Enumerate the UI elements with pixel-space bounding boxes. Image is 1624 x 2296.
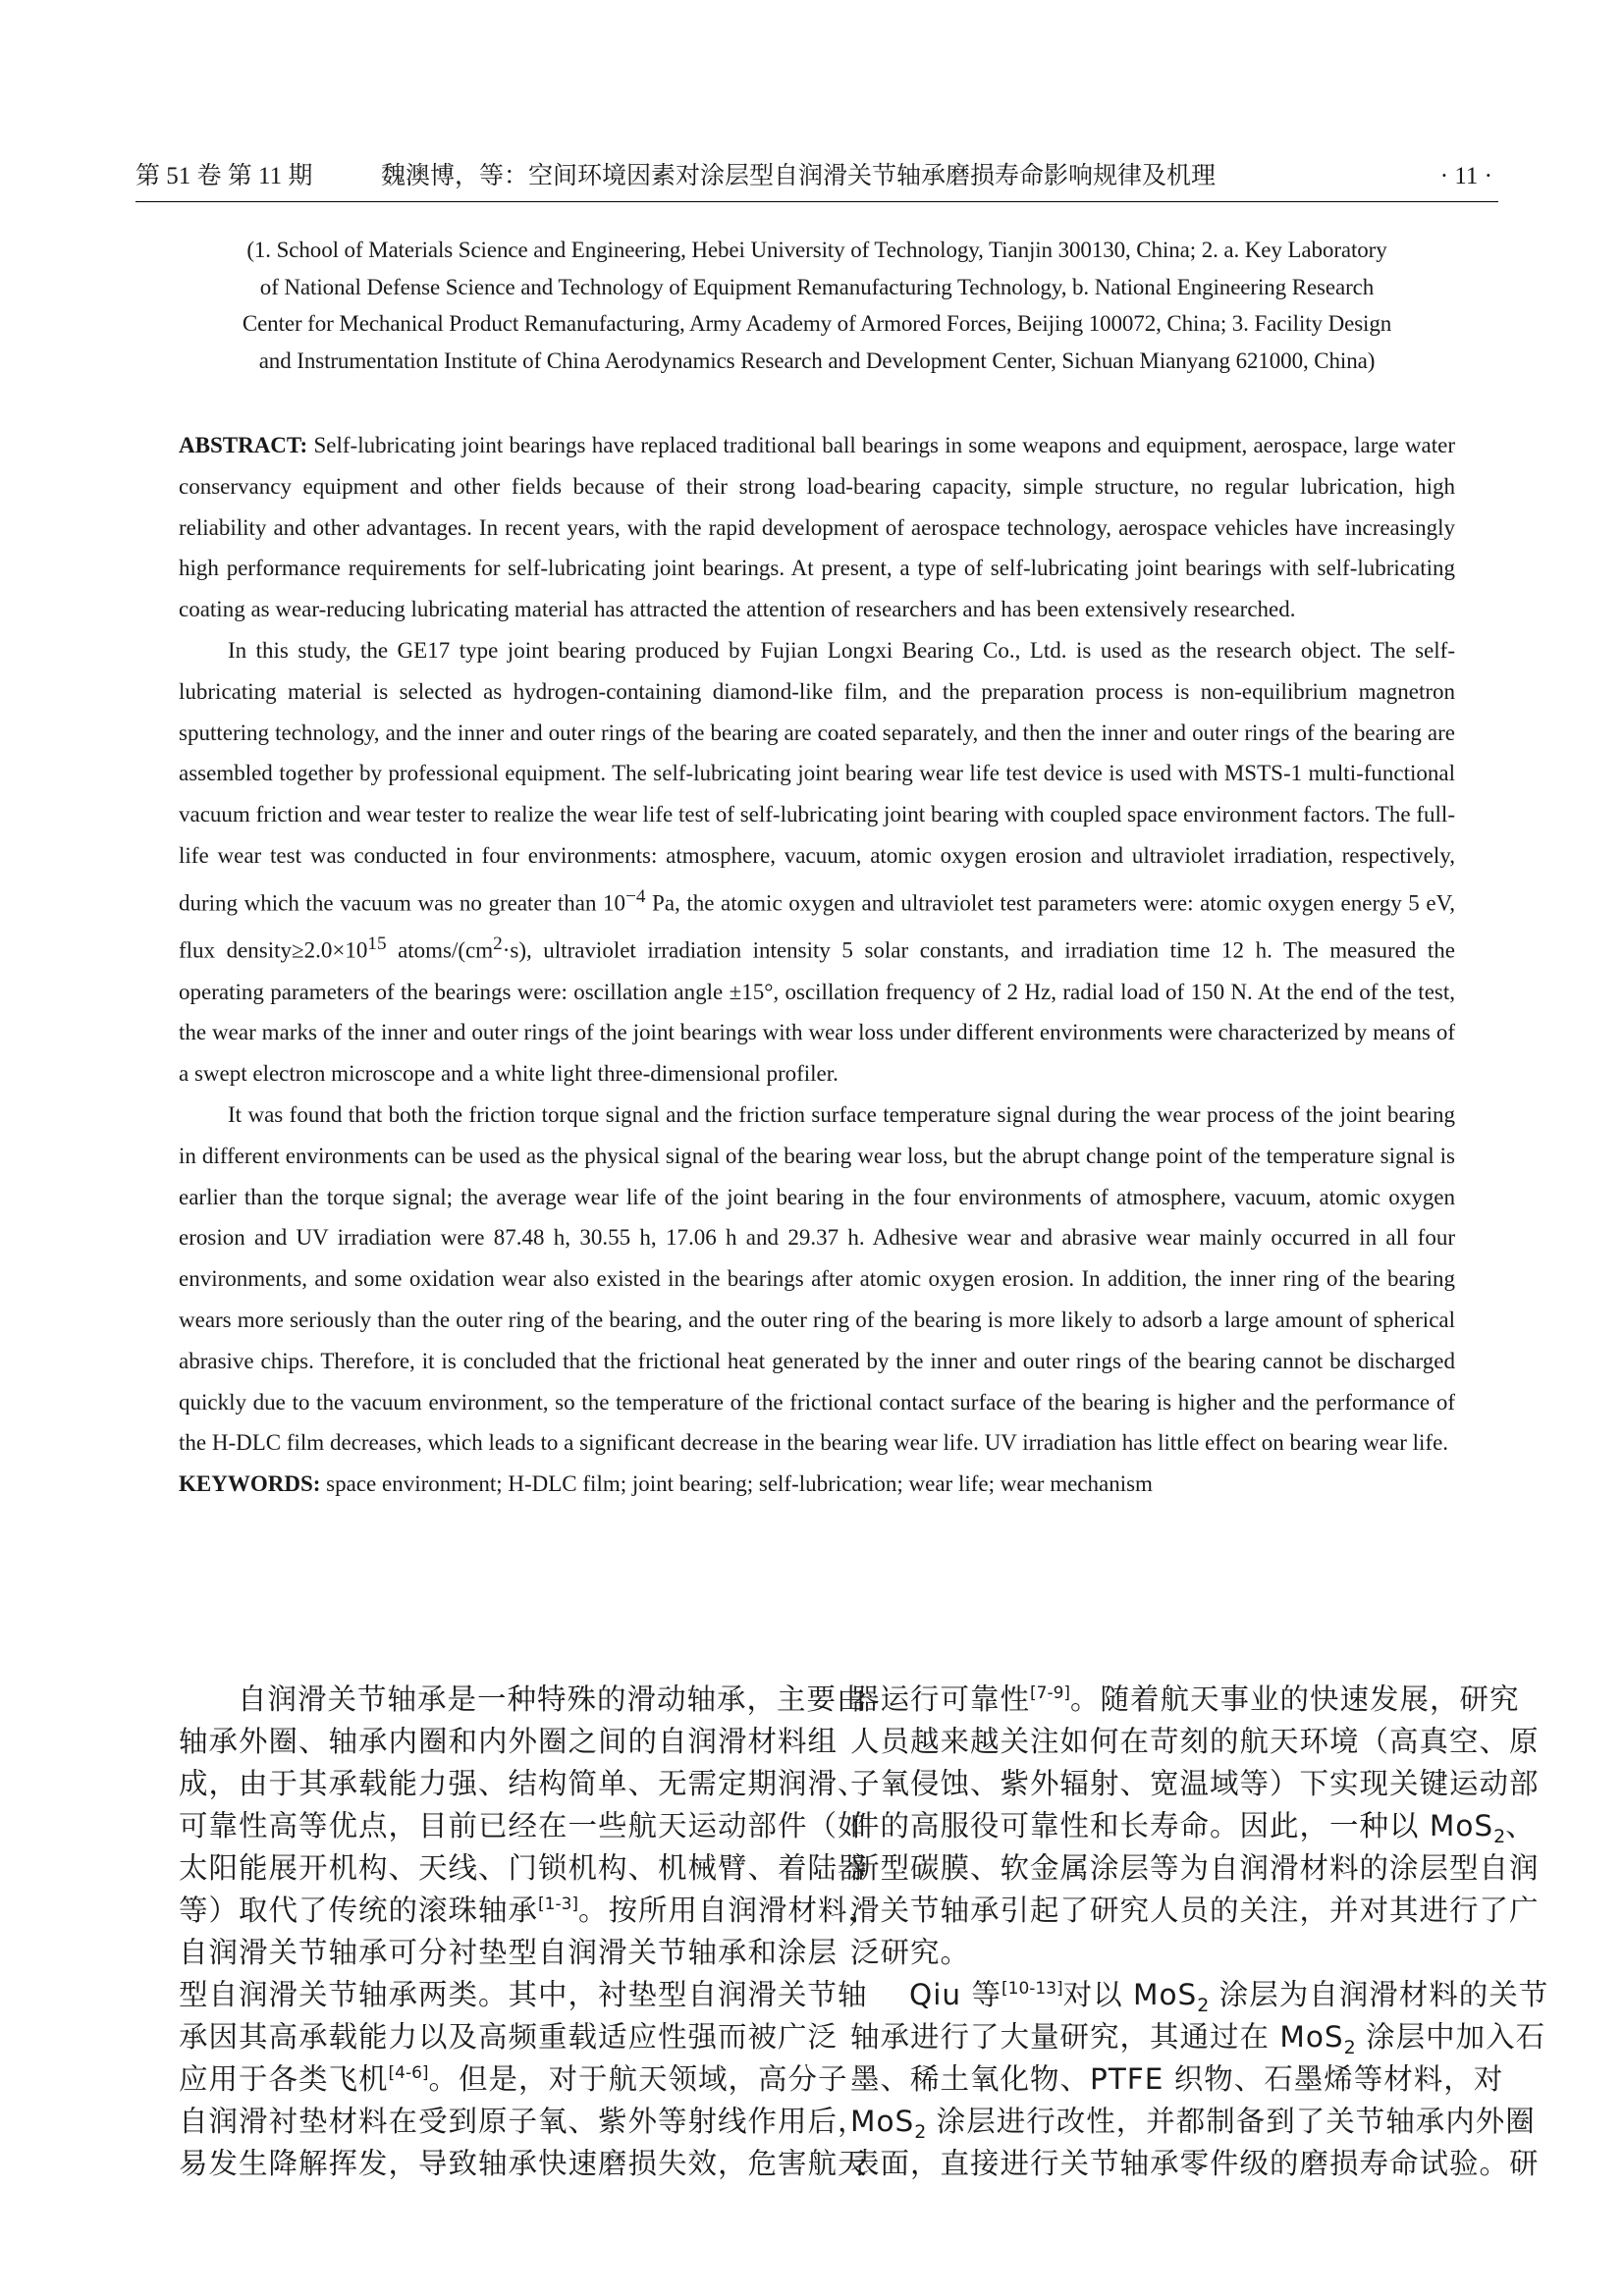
text-run: 对以 MoS [1062,1978,1198,2011]
keywords-text: space environment; H-DLC film; joint bearing; self-lubrication; wear life; wear mechanism [320,1471,1153,1497]
keywords-line [179,1464,1455,1505]
text-line: 轴承外圈、轴承内圈和内外圈之间的自润滑材料组 [179,1725,839,1758]
text-run: 等）取代了传统的滚珠轴承 [179,1894,539,1927]
text-line: 新型碳膜、软金属涂层等为自润滑材料的涂层型自润 [850,1851,1540,1885]
abstract-paragraph-3 [179,1095,1455,1464]
text-line: 子氧侵蚀、紫外辐射、宽温域等）下实现关键运动部 [850,1767,1540,1800]
subscript: 2 [1493,1825,1506,1847]
right-column [850,1679,1549,2185]
superscript: 15 [367,934,387,955]
text-run: 。随着航天事业的快速发展，研究 [1070,1682,1520,1716]
english-abstract [179,425,1455,1505]
text-run: 涂层进行改性，并都制备到了关节轴承内外圈 [926,2105,1536,2138]
text-line [179,2058,848,2101]
text-line: 自润滑关节轴承可分衬垫型自润滑关节轴承和涂层 [179,1936,839,1969]
text-run: 。按所用自润滑材料， [578,1894,879,1927]
superscript: −4 [625,885,646,907]
citation: [1-3] [538,1895,579,1915]
abstract-text: In this study, the GE17 type joint bearing produced by Fujian Longxi Bearing Co., Ltd. is used as the research object. The self-lubricating material is selected as hydrogen-containing diamond-like film, and the preparation process is non-equilibrium magnetron sputtering technology, and the inner and outer rings of the bearing are coated separately, and then the inner and outer rings of the bearing are assembled together by professional equipment. The self-lubricating joint bearing wear life test device is used with MSTS-1 multi-functional vacuum friction and wear tester to realize the wear life test of self-lubricating joint bearing with coupled space environment factors. The full-life wear test was conducted in four environments: atmosphere, vacuum, atomic oxygen erosion and ultraviolet irradiation, respectively, during which the vacuum was no greater than 10 [179,637,1455,916]
subscript: 2 [1197,1994,1210,2016]
left-column [179,1679,879,2185]
page-number: · 11 · [1439,163,1492,189]
text-line: 滑关节轴承引起了研究人员的关注，并对其进行了广 [850,1894,1540,1927]
subscript: 2 [1343,2036,1356,2058]
author-affiliations [162,232,1472,379]
text-line [850,2016,1546,2058]
affiliation-line: (1. School of Materials Science and Engineering, Hebei University of Technology, Tianjin 300130, China; 2. a. Key Laboratory [246,238,1387,262]
text-line: 型自润滑关节轴承两类。其中，衬垫型自润滑关节轴 [179,1978,868,2011]
text-line: 太阳能展开机构、天线、门锁机构、机械臂、着陆器 [179,1851,868,1885]
text-line: 墨、稀土氧化物、PTFE 织物、石墨烯等材料，对 [850,2062,1504,2096]
chinese-body-text [135,1679,1549,2180]
text-run: 。但是，对于航天领域，高分子 [428,2062,848,2096]
subscript: 2 [914,2120,927,2143]
text-line [850,1805,1536,1847]
abstract-text: ·s), ultraviolet irradiation intensity 5 solar constants, and irradiation time 12 h. The measured the operating parameters of the bearings were: oscillation angle ±15°, oscillation frequency of 2 Hz, radial load of 150 N. At the end of the test, the wear marks of the inner and outer rings of the joint bearings with wear loss under different environments were characterized by means of a swept electron microscope and a white light three-dimensional profiler. [179,937,1455,1087]
citation: [7-9] [1030,1683,1071,1704]
text-run: MoS [850,2105,915,2138]
abstract-text: atoms/(cm [386,937,494,963]
abstract-paragraph-2 [179,630,1455,1095]
affiliation-line: of National Defense Science and Technology of Equipment Remanufacturing Technology, b. National Engineering Research [259,274,1375,299]
text-run: 涂层为自润滑材料的关节 [1209,1978,1549,2011]
text-line: 承因其高承载能力以及高频重载适应性强而被广泛 [179,2020,839,2054]
abstract-text: It was found that both the friction torque signal and the friction surface temperature signal during the wear process of the joint bearing in different environments can be used as the physical signal of the bearing wear loss, but the abrupt change point of the temperature signal is earlier than the torque signal; the average wear life of the joint bearing in the four environments of atmosphere, vacuum, atomic oxygen erosion and UV irradiation were 87.48 h, 30.55 h, 17.06 h and 29.37 h. Adhesive wear and abrasive wear mainly occurred in all four environments, and some oxidation wear also existed in the bearings after atomic oxygen erosion. In addition, the inner ring of the bearing wears more seriously than the outer ring of the bearing, and the outer ring of the bearing is more likely to adsorb a large amount of spherical abrasive chips. Therefore, it is concluded that the frictional heat generated by the inner and outer rings of the bearing cannot be discharged quickly due to the vacuum environment, so the temperature of the frictional contact surface of the bearing is higher and the performance of the H-DLC film decreases, which leads to a significant decrease in the bearing wear life. UV irradiation has little effect on bearing wear life. [179,1102,1455,1456]
text-line: 可靠性高等优点，目前已经在一些航天运动部件（如 [179,1809,868,1842]
abstract-paragraph-1 [179,425,1455,630]
abstract-label: ABSTRACT: [179,433,308,457]
text-line [850,2101,1536,2143]
text-line: 表面，直接进行关节轴承零件级的磨损寿命试验。研 [850,2147,1540,2180]
text-line [179,1890,879,1932]
text-run: Qiu 等 [909,1978,1001,2011]
abstract-text: Pa, the atomic oxygen and ultraviolet test parameters were: atomic oxygen energy 5 eV, flux density≥2.0×10 [179,890,1455,963]
text-line: 易发生降解挥发，导致轴承快速磨损失效，危害航天 [179,2147,868,2180]
text-run: 涂层中加入石 [1355,2020,1546,2054]
text-line [850,1974,1549,2016]
affiliation-line: Center for Mechanical Product Remanufacturing, Army Academy of Armored Forces, Beijing 100072, China; 3. Facility Design [242,311,1392,336]
abstract-text: Self-lubricating joint bearings have replaced traditional ball bearings in some weapons and equipment, aerospace, large water conservancy equipment and other fields because of their strong load-bearing capacity, simple structure, no regular lubrication, high reliability and other advantages. In recent years, with the rapid development of aerospace technology, aerospace vehicles have increasingly high performance requirements for self-lubricating joint bearings. At present, a type of self-lubricating joint bearings with self-lubricating coating as wear-reducing lubricating material has attracted the attention of researchers and has been extensively researched. [179,433,1455,622]
affiliation-line: and Instrumentation Institute of China Aerodynamics Research and Development Center, Sichuan Mianyang 621000, China) [258,347,1376,373]
running-header [135,155,1498,198]
text-line: 成，由于其承载能力强、结构简单、无需定期润滑、 [179,1767,868,1800]
keywords-label: KEYWORDS: [179,1471,321,1497]
text-run: 器运行可靠性 [850,1682,1031,1716]
text-line: 人员越来越关注如何在苛刻的航天环境（高真空、原 [850,1725,1540,1758]
article-running-title: 魏澳博，等：空间环境因素对涂层型自润滑关节轴承磨损寿命影响规律及机理 [381,163,1217,189]
text-line: 自润滑关节轴承是一种特殊的滑动轴承，主要由 [238,1682,867,1716]
text-run: 应用于各类飞机 [179,2062,389,2096]
volume-issue: 第 51 卷 第 11 期 [135,163,313,189]
text-run: 轴承进行了大量研究，其通过在 MoS [850,2020,1344,2054]
text-run: 件的高服役可靠性和长寿命。因此，一种以 MoS [850,1809,1494,1842]
header-divider [135,201,1498,202]
text-line: 自润滑衬垫材料在受到原子氧、紫外等射线作用后， [179,2105,868,2138]
text-run: 、 [1505,1809,1536,1842]
citation: [10-13] [1001,1979,1063,2000]
superscript: 2 [493,934,503,955]
citation: [4-6] [388,2063,429,2084]
text-line [850,1679,1520,1721]
text-line: 泛研究。 [850,1936,971,1969]
